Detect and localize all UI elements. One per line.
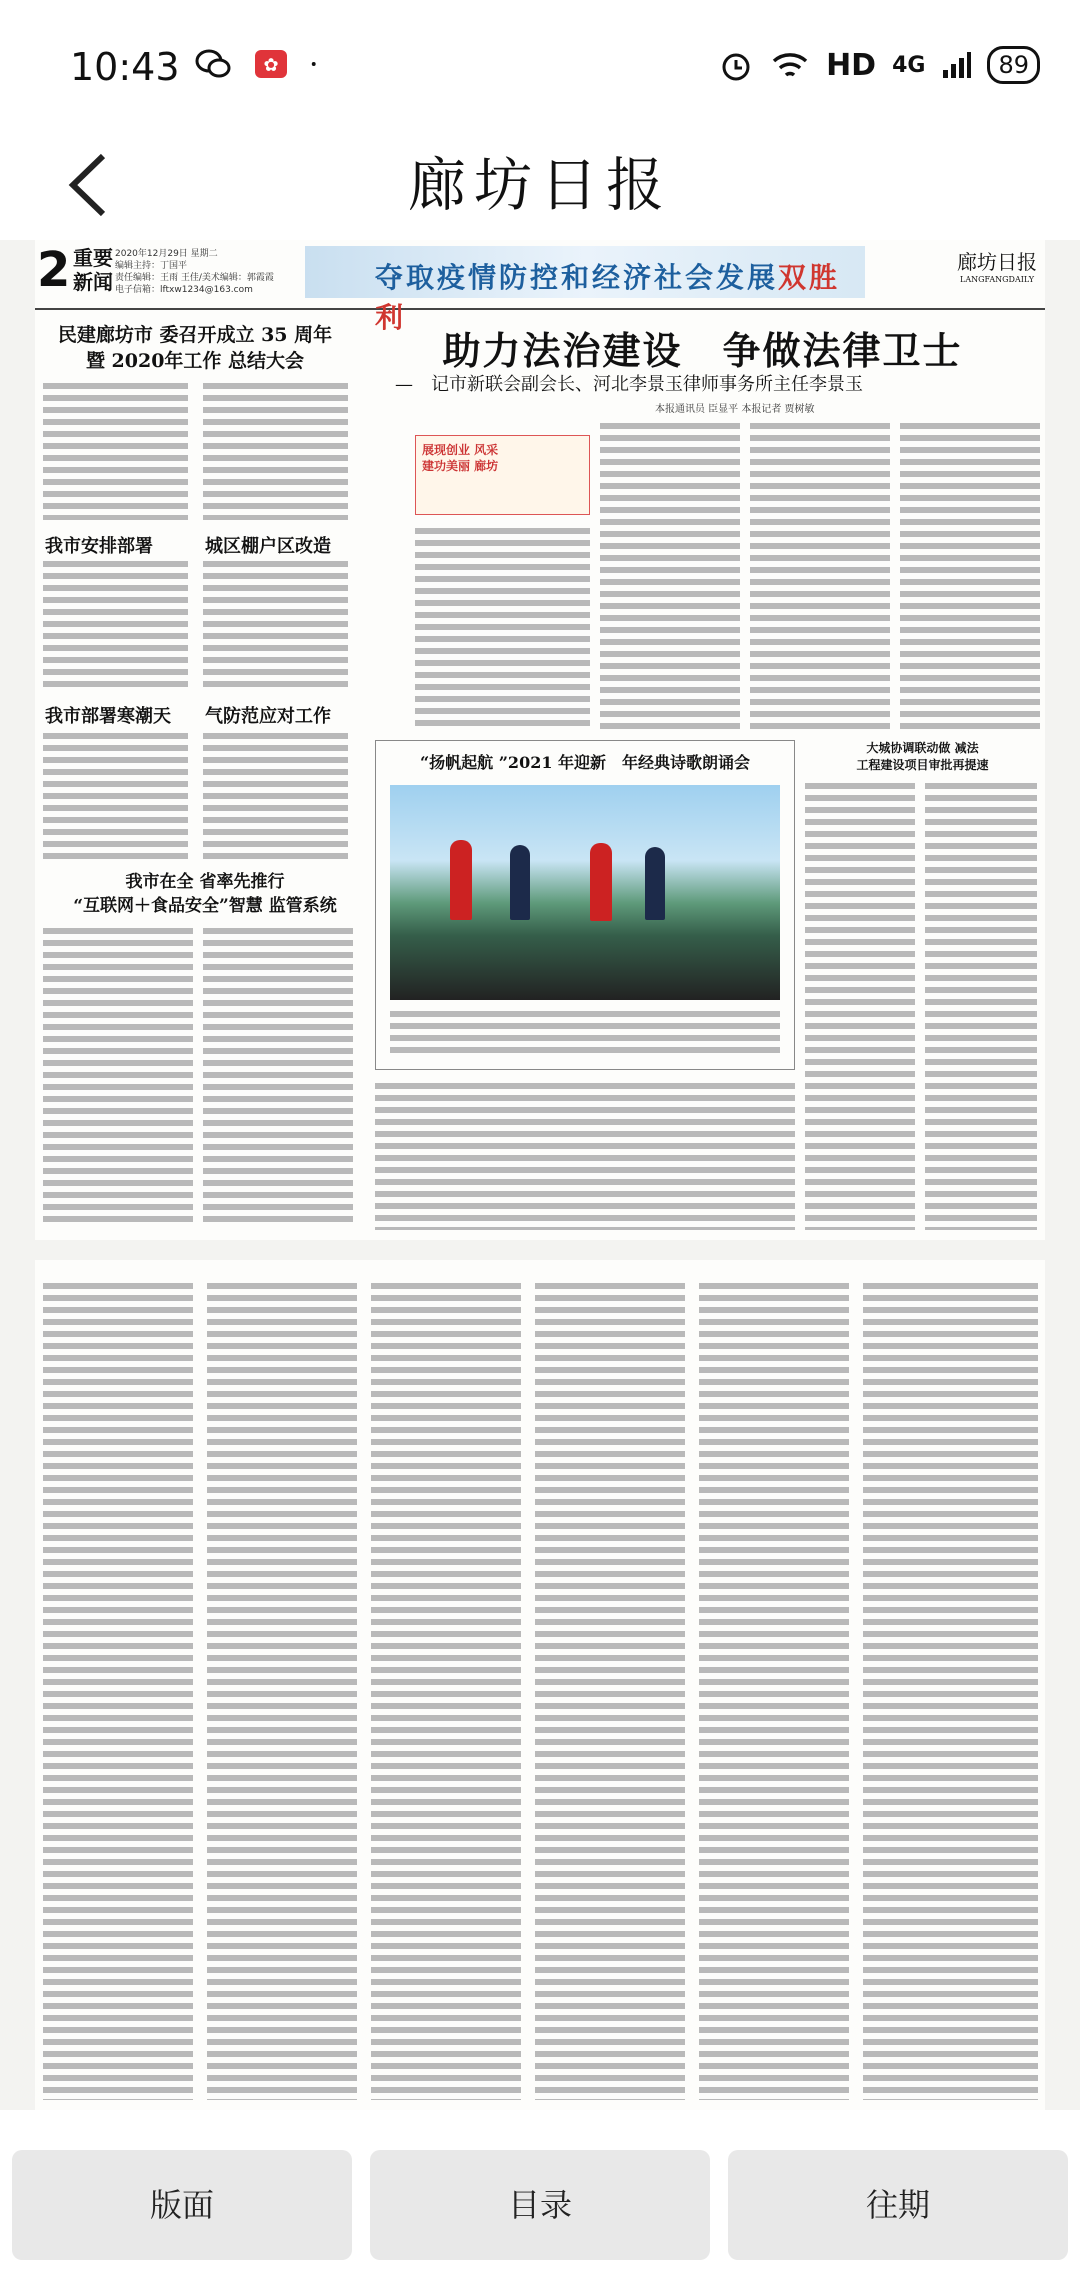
status-bar (0, 0, 1080, 130)
main-subheadline: — 记市新联会副会长、河北李景玉律师事务所主任李景玉 (395, 374, 863, 395)
svg-text:✿: ✿ (263, 55, 279, 76)
article-body (699, 1280, 849, 2100)
tab-past-issues[interactable]: 往期 (728, 2150, 1068, 2260)
wifi-icon (770, 49, 810, 81)
battery-icon: 89 (987, 46, 1040, 84)
article-body (750, 420, 890, 730)
article-body (863, 1280, 1038, 2100)
performer (645, 847, 665, 920)
feature-photo[interactable] (390, 785, 780, 1000)
article-body (805, 780, 915, 1230)
edition-meta: 2020年12月29日 星期二 编辑主持：丁国平 责任编辑：王雨 王佳/美术编辑：郭霞霞 电子信箱：lftxw1234@163.com (115, 249, 274, 295)
inset-text: 展现创业 风采 建功美丽 廊坊 (422, 443, 499, 473)
article-body (203, 558, 348, 693)
alarm-icon (718, 47, 754, 83)
signal-icon (941, 50, 971, 80)
article-body (43, 925, 193, 1225)
article-body (925, 780, 1037, 1230)
newspaper-sheet-lower (35, 1260, 1045, 2110)
performer (590, 843, 612, 921)
performer (510, 845, 530, 920)
article-title-left3[interactable]: 我市部署寒潮天 (45, 706, 171, 727)
feature-title[interactable]: “扬帆起航 ”2021 年迎新 年经典诗歌朗诵会 (419, 753, 751, 772)
network-type: HD (826, 47, 877, 83)
page-title: 廊坊日报 (407, 151, 672, 219)
slogan-banner (305, 246, 865, 334)
masthead (35, 240, 1045, 334)
newspaper-sheet (35, 240, 1045, 1240)
feature-caption (390, 1008, 780, 1058)
main-byline: 本报通讯员 臣显平 本报记者 贾树敏 (655, 404, 815, 415)
article-body (203, 925, 353, 1225)
status-time: 10:43 (70, 45, 180, 89)
article-body (43, 1280, 193, 2100)
newspaper-page-view[interactable] (0, 240, 1080, 2110)
slogan: 夺取疫情防控和经济社会发展双胜利 (375, 261, 841, 334)
newspaper-logo: 廊坊日报 LANGFANGDAILY (957, 250, 1037, 284)
status-right (718, 46, 1040, 84)
article-body (203, 380, 348, 520)
main-headline[interactable]: 助力法治建设 争做法律卫士 (442, 328, 963, 373)
inset-box (415, 435, 590, 515)
article-title-left1[interactable]: 民建廊坊市 委召开成立 35 周年 暨 2020年工作 总结大会 (57, 324, 333, 372)
article-body (203, 730, 348, 860)
page-number: 2 (37, 242, 71, 298)
nav-bar (0, 130, 1080, 240)
article-body (207, 1280, 357, 2100)
bottom-tab-bar (0, 2110, 1080, 2280)
article-title-left3b[interactable]: 气防范应对工作 (205, 706, 331, 727)
article-body (43, 558, 188, 693)
tab-contents[interactable]: 目录 (370, 2150, 710, 2260)
article-body (415, 525, 590, 730)
article-body (43, 730, 188, 860)
performer (450, 840, 472, 920)
article-body (375, 1080, 795, 1230)
article-body (535, 1280, 685, 2100)
notification-icons (195, 48, 325, 80)
article-body (600, 420, 740, 730)
article-title-left4[interactable]: 我市在全 省率先推行 “互联网＋食品安全”智慧 监管系统 (73, 872, 337, 916)
signal-label: 4G (892, 52, 926, 78)
article-body (900, 420, 1040, 730)
article-body (43, 380, 188, 520)
section-name: 重要 新闻 (73, 246, 113, 294)
app-notification-icon (253, 48, 289, 80)
dot-icon (311, 48, 325, 80)
tab-layout[interactable]: 版面 (12, 2150, 352, 2260)
wechat-icon (195, 48, 231, 80)
article-title-left2b[interactable]: 城区棚户区改造 (205, 536, 331, 557)
article-title-right[interactable]: 大城协调联动做 减法 工程建设项目审批再提速 (856, 741, 989, 772)
article-body (371, 1280, 521, 2100)
article-title-left2[interactable]: 我市安排部署 (45, 536, 153, 557)
